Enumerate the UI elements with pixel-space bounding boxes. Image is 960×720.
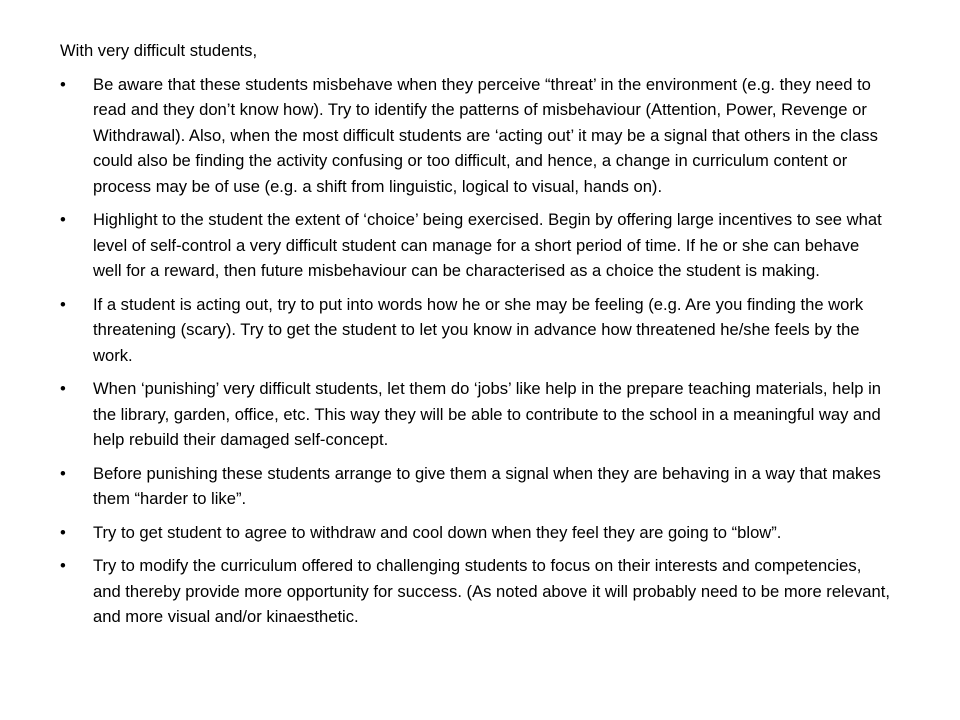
bullet-dot-icon: • — [60, 379, 66, 398]
bullet-dot-icon: • — [60, 556, 66, 575]
bullet-dot-icon: • — [60, 74, 66, 94]
bullet-item — [60, 207, 890, 284]
bullet-item — [60, 553, 890, 630]
bullet-text: Try to modify the curriculum offered to challenging students to focus on their interests and competencies, and thereby provide more opportunity for success. (As noted above it will probably need to be more relevant, and more visual and/or kinaesthetic. — [93, 556, 890, 626]
bullet-item — [60, 292, 890, 369]
bullet-dot-icon: • — [60, 294, 66, 314]
bullet-item — [60, 461, 890, 512]
bullet-text: If a student is acting out, try to put into words how he or she may be feeling (e.g. Are you finding the work threatening (scary). Try to get the student to let you know in advance how threatened he/she feels by the work. — [93, 294, 864, 365]
bullet-item — [60, 72, 890, 200]
bullet-text: Before punishing these students arrange to give them a signal when they are behaving in a way that makes them “harder to like”. — [93, 463, 881, 508]
bullet-text: Highlight to the student the extent of ‘choice’ being exercised. Begin by offering large incentives to see what level of self-control a very difficult student can manage for a short period of time. If he or she can behave well for a reward, then future misbehaviour can be characterised as a choice the student is making. — [93, 210, 882, 280]
bullet-dot-icon: • — [60, 522, 66, 542]
bullet-text: When ‘punishing’ very difficult students, let them do ‘jobs’ like help in the prepare teaching materials, help in the library, garden, office, etc. This way they will be able to contribute to the school in a meaningful way and help rebuild their damaged self-concept. — [93, 379, 882, 449]
bullet-list — [60, 72, 890, 630]
intro-text: With very difficult students, — [60, 41, 258, 60]
bullet-item — [60, 376, 890, 453]
bullet-item — [60, 520, 890, 546]
bullet-dot-icon: • — [60, 210, 66, 229]
bullet-text: Be aware that these students misbehave when they perceive “threat’ in the environment (e.g. they need to read and they don’t know how). Try to identify the patterns of misbehaviour (Attention, Power, Revenge or Withdrawal). Also, when the most difficult students are ‘acting out’ it may be a signal that others in the class could also be finding the activity confusing or too difficult, and hence, a change in curriculum content or process may be of use (e.g. a shift from linguistic, logical to visual, hands on). — [93, 74, 878, 196]
bullet-text: Try to get student to agree to withdraw and cool down when they feel they are going to “blow”. — [93, 522, 782, 542]
bullet-dot-icon: • — [60, 463, 66, 483]
